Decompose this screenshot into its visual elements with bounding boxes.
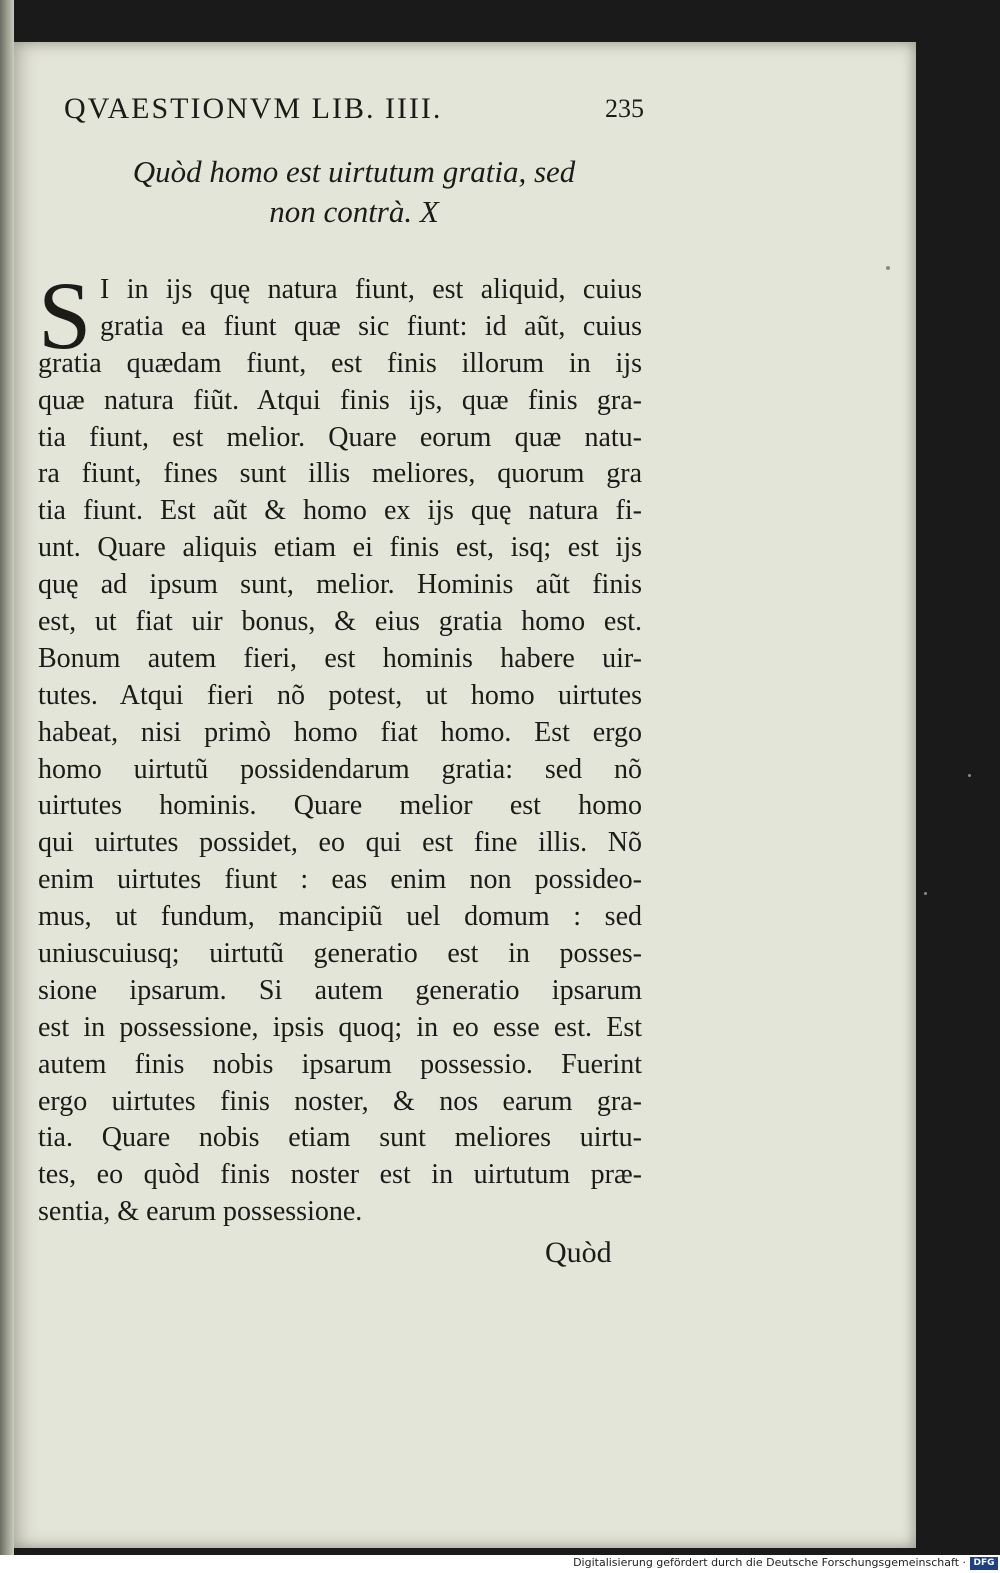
text-line: tia fiunt. Est aũt & homo ex ijs quę natura fi- <box>38 495 642 527</box>
text-line: qui uirtutes possidet, eo qui est fine illis. Nõ <box>38 827 642 859</box>
text-line: tutes. Atqui fieri nõ potest, ut homo uirtutes <box>38 679 642 711</box>
paper-speck <box>968 774 971 777</box>
paper-speck <box>886 266 890 270</box>
chapter-title-line-2: non contrà. X <box>269 194 439 229</box>
dfg-logo: DFG <box>970 1557 998 1570</box>
funding-credit: Digitalisierung gefördert durch die Deutsche Forschungsgemeinschaft · <box>573 1556 966 1569</box>
text-line: I in ijs quę natura fiunt, est aliquid, cuius <box>100 274 642 305</box>
chapter-title-line-1: Quòd homo est uirtutum gratia, sed <box>132 154 576 189</box>
text-line: Bonum autem fieri, est hominis habere uir- <box>38 642 642 674</box>
text-line: autem finis nobis ipsarum possessio. Fuerint <box>38 1048 642 1080</box>
running-title: QVAESTIONVM LIB. IIII. <box>64 92 443 125</box>
text-line: quæ natura fiũt. Atqui finis ijs, quæ finis gra- <box>38 384 642 416</box>
text-line: mus, ut fundum, mancipiũ uel domum : sed <box>38 901 642 933</box>
text-line: homo uirtutũ possidendarum gratia: sed nõ <box>38 753 642 785</box>
text-line: unt. Quare aliquis etiam ei finis est, isq; est ijs <box>38 532 642 564</box>
chapter-title <box>64 152 644 232</box>
text-line: tes, eo quòd finis noster est in uirtutum præ- <box>38 1159 642 1191</box>
text-line: quę ad ipsum sunt, melior. Hominis aũt finis <box>38 569 642 601</box>
text-line: uniuscuiusq; uirtutũ generatio est in posses- <box>38 938 642 970</box>
body-text <box>38 262 642 1231</box>
paper-speck <box>924 892 927 895</box>
binding-edge <box>0 0 14 1555</box>
text-line: ra fiunt, fines sunt illis meliores, quorum gra <box>38 458 642 490</box>
text-line: sentia, & earum possessione. <box>38 1196 363 1228</box>
text-line: enim uirtutes fiunt : eas enim non possideo- <box>38 864 642 896</box>
text-line: est, ut fiat uir bonus, & eius gratia homo est. <box>38 606 642 638</box>
text-line: uirtutes hominis. Quare melior est homo <box>38 790 642 822</box>
running-head <box>64 92 644 132</box>
catchword: Quòd <box>545 1236 612 1269</box>
text-line: habeat, nisi primò homo fiat homo. Est ergo <box>38 716 642 748</box>
text-line: tia fiunt, est melior. Quare eorum quæ natu- <box>38 421 642 453</box>
text-line: gratia ea fiunt quæ sic fiunt: id aũt, cuius <box>100 310 642 342</box>
text-line: sione ipsarum. Si autem generatio ipsarum <box>38 974 642 1006</box>
drop-capital: S <box>38 262 92 369</box>
text-line: gratia quædam fiunt, est finis illorum in ijs <box>38 347 642 379</box>
footer <box>573 1555 1000 1573</box>
text-line: tia. Quare nobis etiam sunt meliores uirtu- <box>38 1122 642 1154</box>
page-number: 235 <box>605 94 644 123</box>
text-line: est in possessione, ipsis quoq; in eo esse est. Est <box>38 1011 642 1043</box>
text-line: ergo uirtutes finis noster, & nos earum gra- <box>38 1085 642 1117</box>
